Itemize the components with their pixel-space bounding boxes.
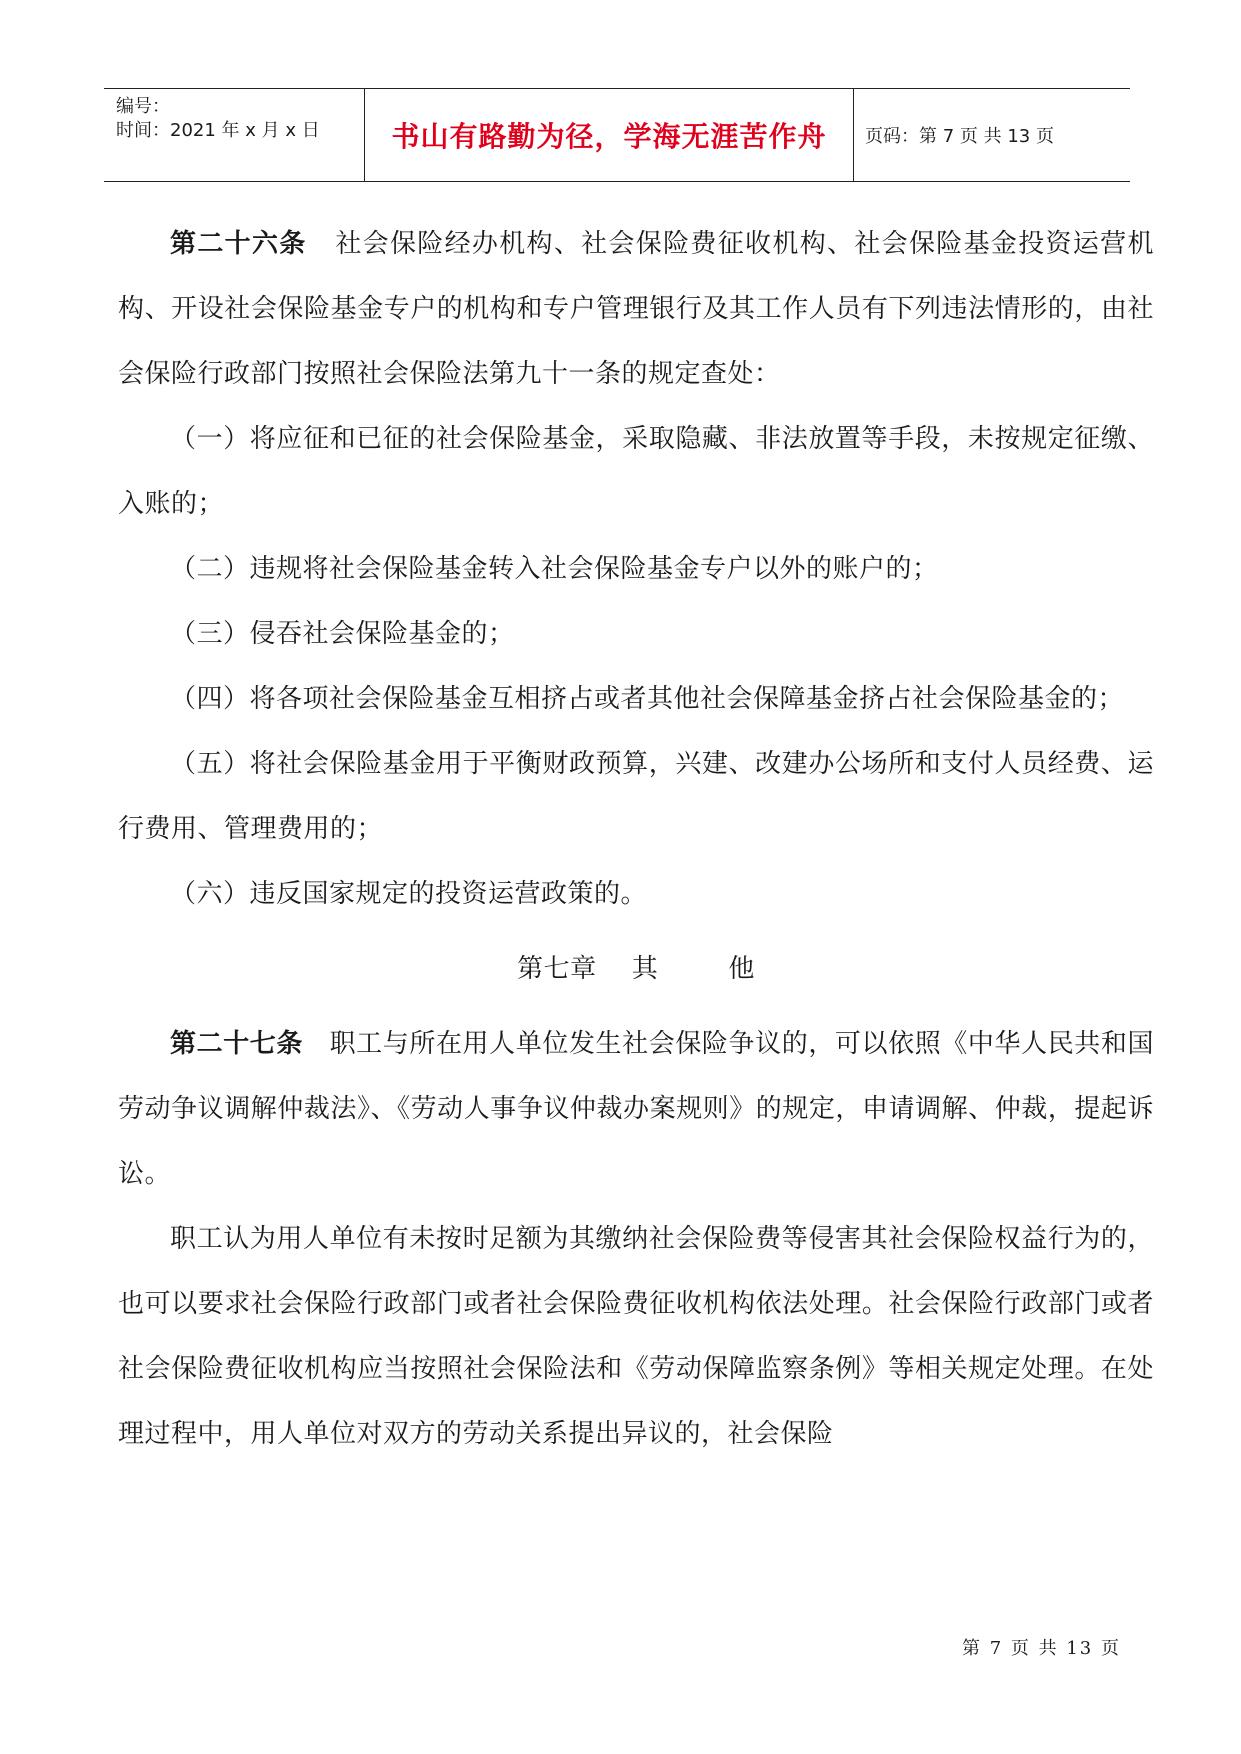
number-label: 编号：	[116, 96, 170, 117]
page-footer: 第 7 页 共 13 页	[962, 1638, 1121, 1659]
article-26-item-4: （四）将各项社会保险基金互相挤占或者其他社会保障基金挤占社会保险基金的；	[170, 684, 1125, 714]
article-27-text: 职工与所在用人单位发生社会保险争议的，可以依照《中华人民共和国劳动争议调解仲裁法》、《劳动人事争议仲裁办案规则》的规定，申请调解、仲裁，提起诉讼。	[118, 1029, 1154, 1189]
document-body	[118, 212, 1154, 1467]
article-27-title: 第二十七条	[170, 1029, 303, 1059]
article-26-item-1: （一）将应征和已征的社会保险基金，采取隐藏、非法放置等手段，未按规定征缴、入账的；	[118, 424, 1154, 519]
article-26-item-5: （五）将社会保险基金用于平衡财政预算，兴建、改建办公场所和支付人员经费、运行费用、管理费用的；	[118, 749, 1154, 844]
article-26-title: 第二十六条	[170, 229, 307, 259]
header-page-code: 页码：第 7 页 共 13 页	[865, 126, 1054, 147]
article-27-para-2: 职工认为用人单位有未按时足额为其缴纳社会保险费等侵害其社会保险权益行为的，也可以要求社会保险行政部门或者社会保险费征收机构依法处理。社会保险行政部门或者社会保险费征收机构应当按照社会保险法和《劳动保障监察条例》等相关规定处理。在处理过程中，用人单位对双方的劳动关系提出异议的，社会保险	[118, 1224, 1154, 1449]
article-27	[118, 1012, 1154, 1207]
chapter-heading: 第七章 其 他	[517, 954, 755, 984]
article-26-item-3: （三）侵吞社会保险基金的；	[170, 619, 515, 649]
page-header	[104, 88, 1130, 182]
header-motto: 书山有路勤为径，学海无涯苦作舟	[364, 89, 854, 181]
article-26-item-6: （六）违反国家规定的投资运营政策的。	[170, 879, 648, 909]
article-26	[118, 212, 1154, 407]
article-26-text: 社会保险经办机构、社会保险费征收机构、社会保险基金投资运营机构、开设社会保险基金专户的机构和专户管理银行及其工作人员有下列违法情形的，由社会保险行政部门按照社会保险法第九十一条的规定查处：	[118, 229, 1154, 389]
time-label: 时间：2021 年 x 月 x 日	[116, 120, 320, 141]
header-left	[116, 89, 362, 181]
article-26-item-2: （二）违规将社会保险基金转入社会保险基金专户以外的账户的；	[170, 554, 939, 584]
